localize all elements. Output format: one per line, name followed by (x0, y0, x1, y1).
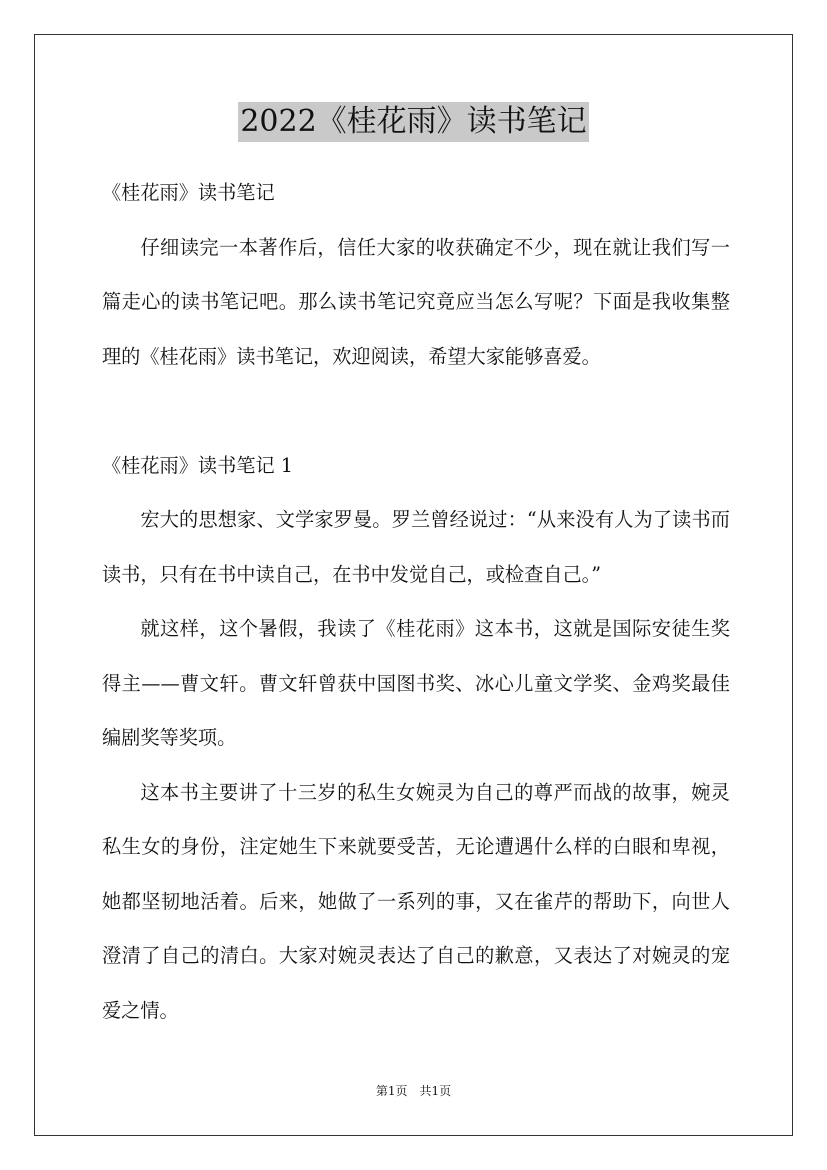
section-1-paragraph: 这本书主要讲了十三岁的私生女婉灵为自己的尊严而战的故事，婉灵私生女的身份，注定她生下来就要受苦，无论遭遇什么样的白眼和卑视，她都坚韧地活着。后来，她做了一系列的事，又在雀芹的帮助下，向世人澄清了自己的清白。大家对婉灵表达了自己的歉意，又表达了对婉灵的宠爱之情。 (102, 780, 730, 1022)
document-title: 2022《桂花雨》读书笔记 (238, 102, 588, 142)
document-body (102, 166, 730, 1038)
page-footer: 第1页 共1页 (375, 1084, 452, 1098)
title-container (0, 102, 827, 142)
section-1-paragraph: 宏大的思想家、文学家罗曼。罗兰曾经说过：“从来没有人为了读书而读书，只有在书中读自己，在书中发觉自己，或检查自己。” (102, 508, 730, 586)
document-subheading: 《桂花雨》读书笔记 (102, 181, 275, 204)
section-1-paragraph: 就这样，这个暑假，我读了《桂花雨》这本书，这就是国际安徒生奖得主——曹文轩。曹文轩曾获中国图书奖、冰心儿童文学奖、金鸡奖最佳编剧奖等奖项。 (102, 617, 730, 749)
intro-paragraph: 仔细读完一本著作后，信任大家的收获确定不少，现在就让我们写一篇走心的读书笔记吧。那么读书笔记究竟应当怎么写呢？下面是我收集整理的《桂花雨》读书笔记，欢迎阅读，希望大家能够喜爱。 (102, 235, 730, 368)
section-spacer (102, 384, 730, 439)
section-1-heading: 《桂花雨》读书笔记 1 (102, 453, 293, 477)
